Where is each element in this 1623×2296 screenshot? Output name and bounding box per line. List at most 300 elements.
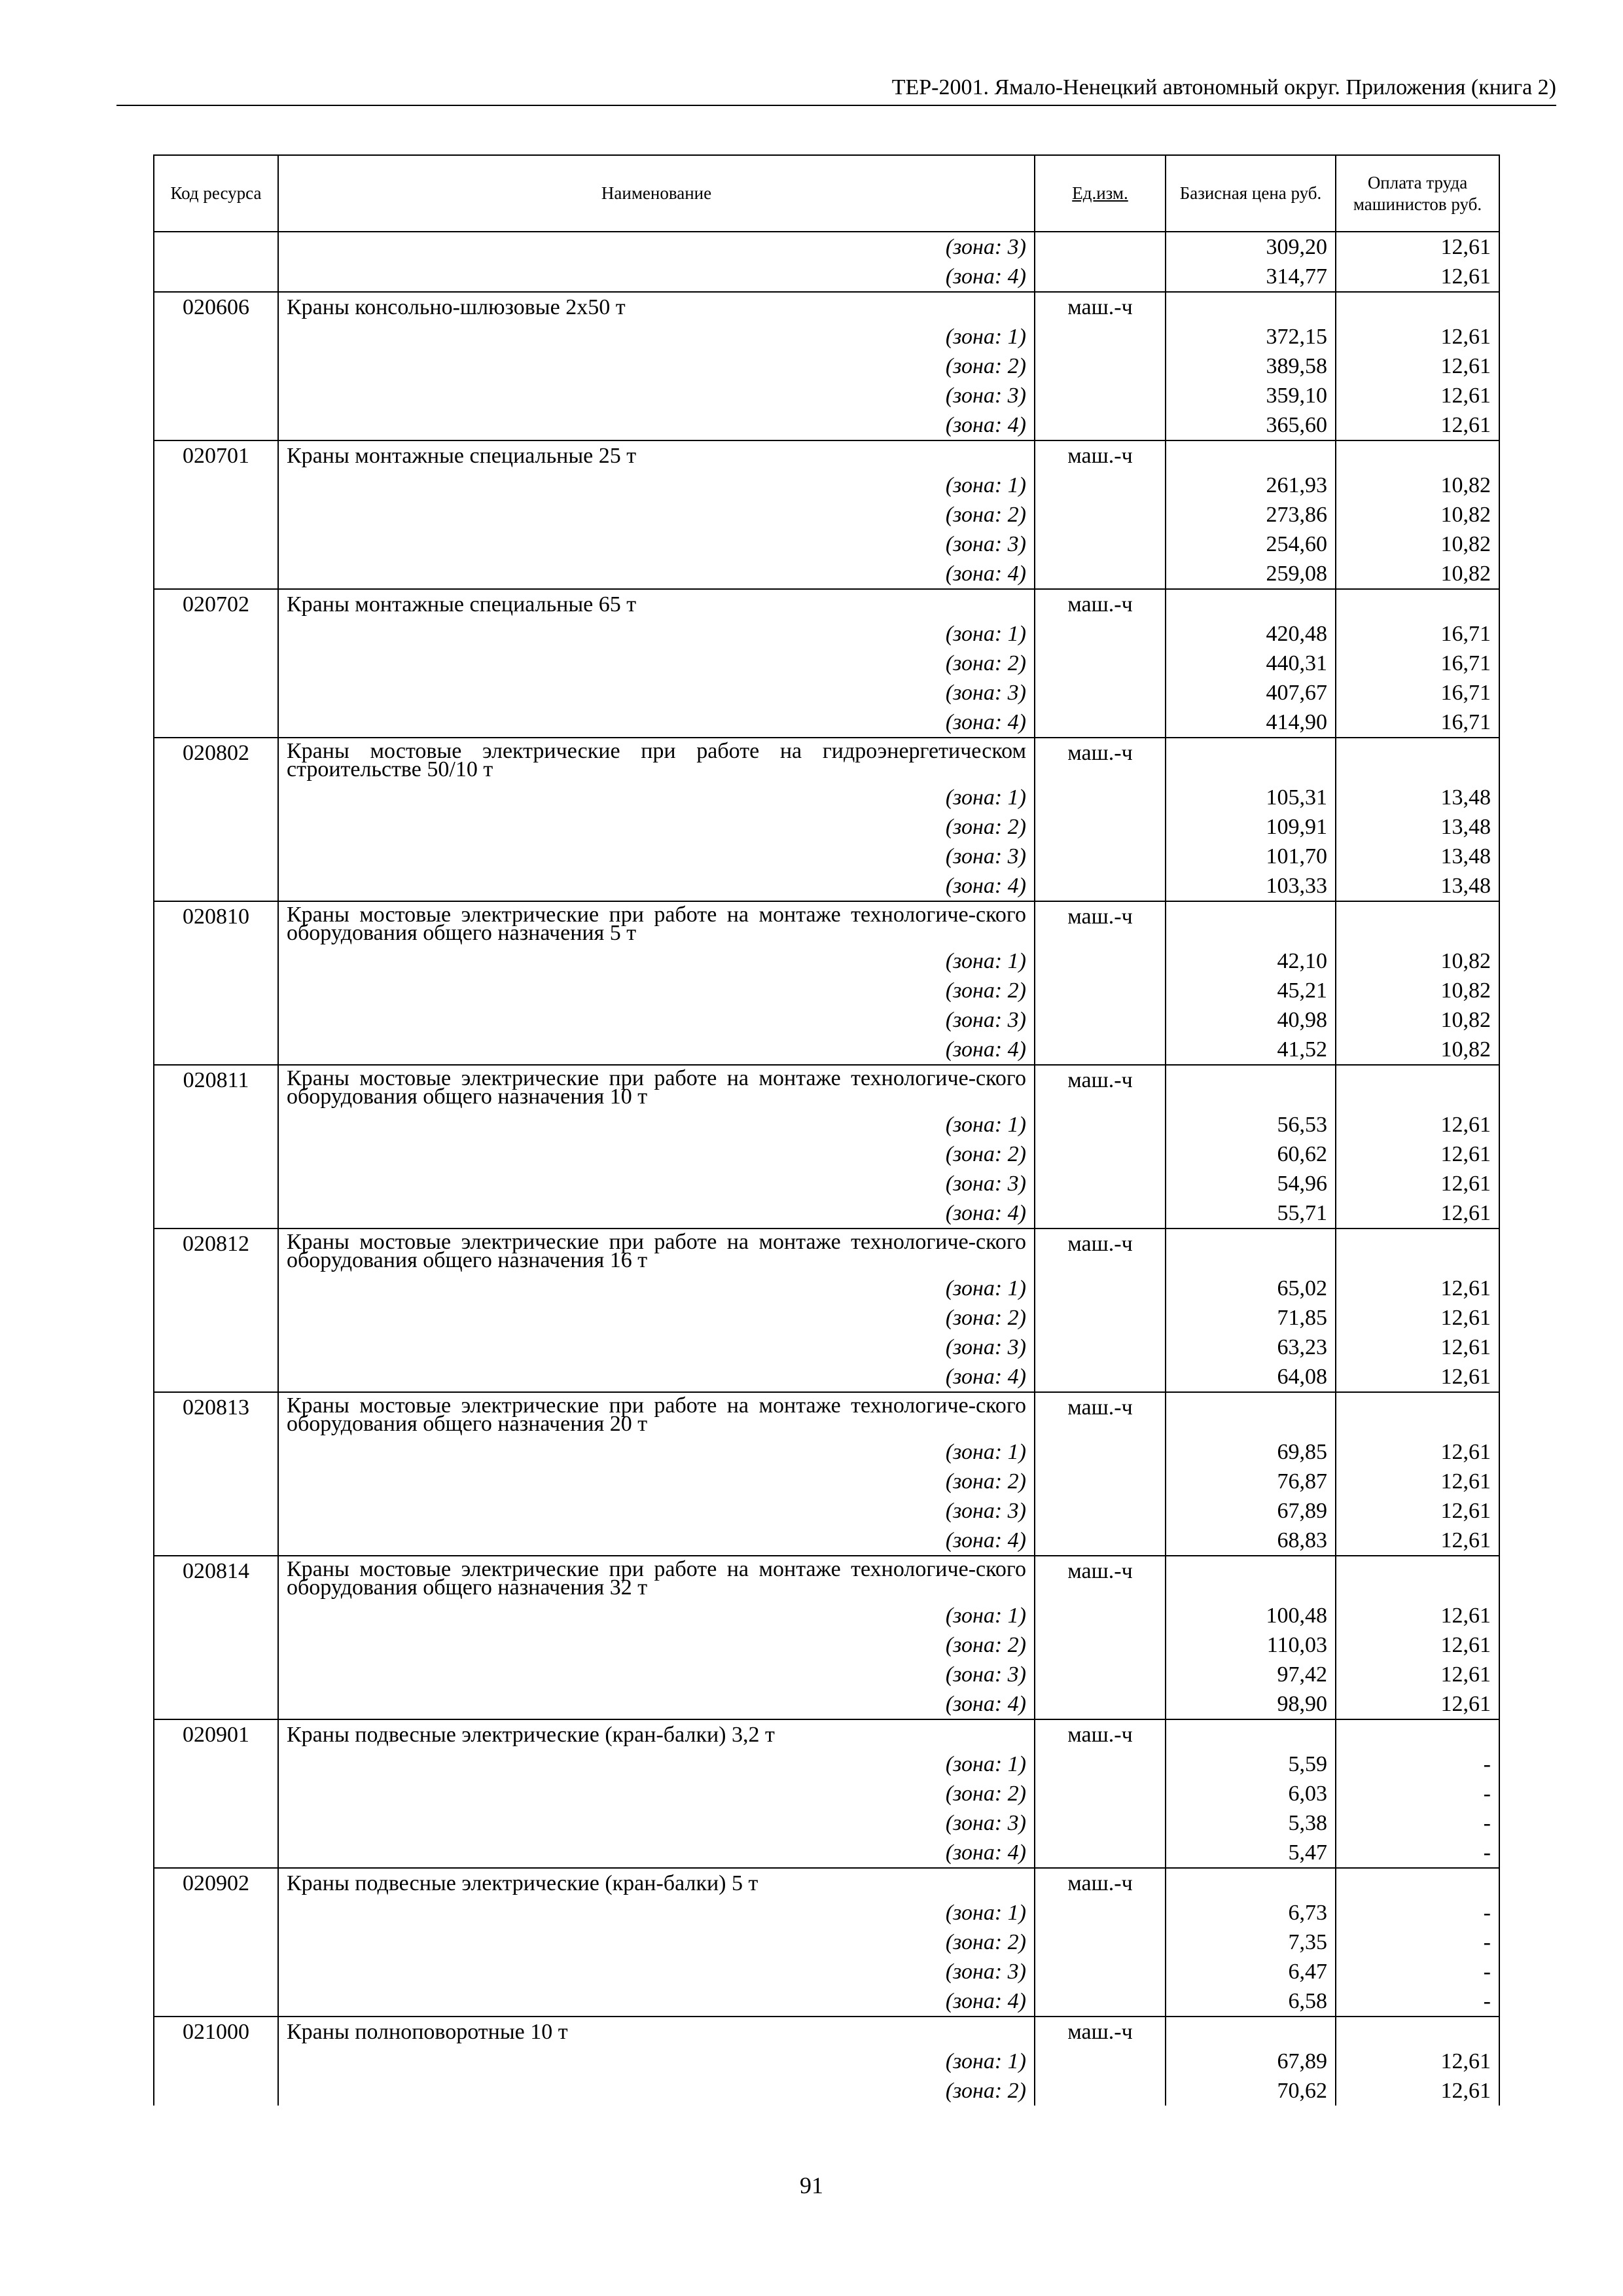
column-header-code: Код ресурса xyxy=(154,155,278,232)
zone-machinist-pay: - xyxy=(1336,1957,1499,1986)
zone-unit-empty xyxy=(1035,1110,1166,1139)
zone-code-empty xyxy=(154,976,278,1005)
zone-unit-empty xyxy=(1035,1689,1166,1719)
zone-label: (зона: 1) xyxy=(278,946,1035,976)
zone-label: (зона: 2) xyxy=(278,1779,1035,1808)
zone-row xyxy=(154,1362,1499,1392)
zone-row xyxy=(154,232,1499,262)
resource-code: 020902 xyxy=(154,1868,278,1898)
zone-label: (зона: 3) xyxy=(278,1496,1035,1526)
resource-price-empty xyxy=(1166,1229,1336,1274)
resource-pay-empty xyxy=(1336,1556,1499,1601)
zone-label: (зона: 3) xyxy=(278,1808,1035,1838)
resource-unit: маш.-ч xyxy=(1035,589,1166,619)
zone-label: (зона: 3) xyxy=(278,678,1035,708)
zone-row xyxy=(154,871,1499,901)
zone-unit-empty xyxy=(1035,471,1166,500)
zone-price: 6,47 xyxy=(1166,1957,1336,1986)
resource-unit: маш.-ч xyxy=(1035,1719,1166,1749)
zone-row xyxy=(154,1957,1499,1986)
zone-code-empty xyxy=(154,1005,278,1035)
zone-machinist-pay: 12,61 xyxy=(1336,232,1499,262)
zone-row xyxy=(154,381,1499,410)
header-rule xyxy=(116,105,1556,106)
resource-pay-empty xyxy=(1336,440,1499,471)
zone-code-empty xyxy=(154,351,278,381)
zone-unit-empty xyxy=(1035,1496,1166,1526)
zone-machinist-pay: 12,61 xyxy=(1336,1139,1499,1169)
zone-unit-empty xyxy=(1035,2047,1166,2076)
zone-machinist-pay: 16,71 xyxy=(1336,708,1499,738)
resource-name: Краны монтажные специальные 65 т xyxy=(278,589,1035,619)
resource-name: Краны мостовые электрические при работе на монтаже технологиче-ского оборудования общего назначения 20 т xyxy=(278,1392,1035,1437)
zone-code-empty xyxy=(154,381,278,410)
zone-row xyxy=(154,649,1499,678)
zone-row xyxy=(154,1139,1499,1169)
zone-row xyxy=(154,471,1499,500)
zone-code-empty xyxy=(154,1169,278,1198)
zone-machinist-pay: 12,61 xyxy=(1336,1333,1499,1362)
zone-label: (зона: 2) xyxy=(278,500,1035,529)
zone-code-empty xyxy=(154,1957,278,1986)
zone-price: 40,98 xyxy=(1166,1005,1336,1035)
zone-label: (зона: 3) xyxy=(278,1005,1035,1035)
zone-price: 5,59 xyxy=(1166,1749,1336,1779)
zone-row xyxy=(154,529,1499,559)
resource-name: Краны мостовые электрические при работе на монтаже технологиче-ского оборудования общего назначения 32 т xyxy=(278,1556,1035,1601)
zone-machinist-pay: 12,61 xyxy=(1336,1169,1499,1198)
zone-label: (зона: 4) xyxy=(278,410,1035,440)
zone-code-empty xyxy=(154,1689,278,1719)
zone-unit-empty xyxy=(1035,871,1166,901)
zone-code-empty xyxy=(154,1630,278,1660)
zone-code-empty xyxy=(154,1986,278,2017)
zone-row xyxy=(154,1035,1499,1065)
zone-row xyxy=(154,1898,1499,1928)
zone-machinist-pay: 13,48 xyxy=(1336,783,1499,812)
zone-row xyxy=(154,262,1499,292)
zone-price: 440,31 xyxy=(1166,649,1336,678)
zone-code-empty xyxy=(154,1139,278,1169)
zone-machinist-pay: 12,61 xyxy=(1336,1601,1499,1630)
zone-price: 261,93 xyxy=(1166,471,1336,500)
zone-machinist-pay: 12,61 xyxy=(1336,2047,1499,2076)
zone-machinist-pay: 10,82 xyxy=(1336,976,1499,1005)
zone-row xyxy=(154,1660,1499,1689)
resource-pay-empty xyxy=(1336,1229,1499,1274)
zone-machinist-pay: 12,61 xyxy=(1336,1274,1499,1303)
zone-unit-empty xyxy=(1035,1303,1166,1333)
zone-unit-empty xyxy=(1035,619,1166,649)
resource-name: Краны мостовые электрические при работе на монтаже технологиче-ского оборудования общего назначения 16 т xyxy=(278,1229,1035,1274)
zone-label: (зона: 4) xyxy=(278,559,1035,589)
zone-label: (зона: 2) xyxy=(278,2076,1035,2106)
resource-pay-empty xyxy=(1336,901,1499,946)
zone-unit-empty xyxy=(1035,812,1166,842)
zone-machinist-pay: 12,61 xyxy=(1336,1110,1499,1139)
resource-code: 020606 xyxy=(154,292,278,322)
zone-price: 6,03 xyxy=(1166,1779,1336,1808)
zone-label: (зона: 1) xyxy=(278,1274,1035,1303)
zone-unit-empty xyxy=(1035,678,1166,708)
zone-unit-empty xyxy=(1035,500,1166,529)
zone-machinist-pay: - xyxy=(1336,1808,1499,1838)
zone-row xyxy=(154,1437,1499,1467)
zone-label: (зона: 4) xyxy=(278,1526,1035,1556)
zone-machinist-pay: 12,61 xyxy=(1336,322,1499,351)
resource-row xyxy=(154,1868,1499,1898)
zone-unit-empty xyxy=(1035,976,1166,1005)
zone-unit-empty xyxy=(1035,1928,1166,1957)
zone-row xyxy=(154,1169,1499,1198)
zone-row xyxy=(154,678,1499,708)
resource-price-empty xyxy=(1166,292,1336,322)
zone-machinist-pay: 10,82 xyxy=(1336,946,1499,976)
resource-code: 020702 xyxy=(154,589,278,619)
resource-row xyxy=(154,1556,1499,1601)
column-header-price: Базисная цена руб. xyxy=(1166,155,1336,232)
zone-code-empty xyxy=(154,1660,278,1689)
zone-unit-empty xyxy=(1035,1467,1166,1496)
zone-row xyxy=(154,1928,1499,1957)
zone-price: 5,47 xyxy=(1166,1838,1336,1868)
zone-unit-empty xyxy=(1035,1362,1166,1392)
zone-unit-empty xyxy=(1035,708,1166,738)
zone-row xyxy=(154,946,1499,976)
resource-pay-empty xyxy=(1336,292,1499,322)
zone-unit-empty xyxy=(1035,1198,1166,1229)
zone-label: (зона: 2) xyxy=(278,1139,1035,1169)
zone-unit-empty xyxy=(1035,1005,1166,1035)
zone-unit-empty xyxy=(1035,1437,1166,1467)
zone-price: 100,48 xyxy=(1166,1601,1336,1630)
zone-unit-empty xyxy=(1035,946,1166,976)
zone-label: (зона: 1) xyxy=(278,1601,1035,1630)
zone-code-empty xyxy=(154,1110,278,1139)
zone-row xyxy=(154,1779,1499,1808)
zone-machinist-pay: 12,61 xyxy=(1336,1689,1499,1719)
zone-price: 42,10 xyxy=(1166,946,1336,976)
zone-price: 45,21 xyxy=(1166,976,1336,1005)
zone-code-empty xyxy=(154,1198,278,1229)
zone-unit-empty xyxy=(1035,1779,1166,1808)
zone-code-empty xyxy=(154,1437,278,1467)
zone-row xyxy=(154,1689,1499,1719)
zone-code-empty xyxy=(154,2047,278,2076)
zone-unit-empty xyxy=(1035,842,1166,871)
zone-price: 6,58 xyxy=(1166,1986,1336,2017)
zone-price: 105,31 xyxy=(1166,783,1336,812)
zone-code-empty xyxy=(154,1035,278,1065)
zone-code-empty xyxy=(154,471,278,500)
resource-unit: маш.-ч xyxy=(1035,2017,1166,2047)
resource-price-empty xyxy=(1166,440,1336,471)
resource-row xyxy=(154,1229,1499,1274)
zone-code-empty xyxy=(154,1838,278,1868)
zone-label: (зона: 4) xyxy=(278,1838,1035,1868)
resource-name: Краны мостовые электрические при работе на гидроэнергетическом строительстве 50/10 т xyxy=(278,738,1035,783)
zone-price: 5,38 xyxy=(1166,1808,1336,1838)
zone-row xyxy=(154,1749,1499,1779)
zone-machinist-pay: - xyxy=(1336,1838,1499,1868)
zone-row xyxy=(154,1303,1499,1333)
zone-code-empty xyxy=(154,410,278,440)
zone-price: 414,90 xyxy=(1166,708,1336,738)
zone-machinist-pay: 10,82 xyxy=(1336,1035,1499,1065)
zone-price: 372,15 xyxy=(1166,322,1336,351)
zone-unit-empty xyxy=(1035,559,1166,589)
resource-name: Краны мостовые электрические при работе на монтаже технологиче-ского оборудования общего назначения 10 т xyxy=(278,1065,1035,1110)
resource-code: 020810 xyxy=(154,901,278,946)
page-number: 91 xyxy=(800,2172,823,2198)
zone-price: 97,42 xyxy=(1166,1660,1336,1689)
zone-row xyxy=(154,1005,1499,1035)
zone-price: 359,10 xyxy=(1166,381,1336,410)
zone-price: 70,62 xyxy=(1166,2076,1336,2106)
zone-row xyxy=(154,410,1499,440)
zone-price: 254,60 xyxy=(1166,529,1336,559)
zone-code-empty xyxy=(154,1601,278,1630)
zone-code-empty xyxy=(154,783,278,812)
zone-row xyxy=(154,559,1499,589)
table-header-row xyxy=(154,155,1499,232)
resource-price-empty xyxy=(1166,1868,1336,1898)
zone-unit-empty xyxy=(1035,1898,1166,1928)
zone-row xyxy=(154,783,1499,812)
zone-machinist-pay: 10,82 xyxy=(1336,1005,1499,1035)
resource-name: Краны мостовые электрические при работе на монтаже технологиче-ского оборудования общего назначения 5 т xyxy=(278,901,1035,946)
zone-row xyxy=(154,842,1499,871)
zone-price: 41,52 xyxy=(1166,1035,1336,1065)
zone-unit-empty xyxy=(1035,649,1166,678)
zone-price: 6,73 xyxy=(1166,1898,1336,1928)
zone-label: (зона: 1) xyxy=(278,1437,1035,1467)
zone-price: 420,48 xyxy=(1166,619,1336,649)
zone-machinist-pay: 12,61 xyxy=(1336,351,1499,381)
zone-label: (зона: 3) xyxy=(278,529,1035,559)
resource-name: Краны подвесные электрические (кран-балки) 5 т xyxy=(278,1868,1035,1898)
zone-code-empty xyxy=(154,1496,278,1526)
zone-label: (зона: 1) xyxy=(278,1749,1035,1779)
zone-code-empty xyxy=(154,1303,278,1333)
zone-label: (зона: 1) xyxy=(278,2047,1035,2076)
zone-machinist-pay: 12,61 xyxy=(1336,1362,1499,1392)
zone-row xyxy=(154,2076,1499,2106)
resource-unit: маш.-ч xyxy=(1035,1868,1166,1898)
zone-unit-empty xyxy=(1035,1333,1166,1362)
zone-unit-empty xyxy=(1035,1274,1166,1303)
running-header: ТЕР-2001. Ямало-Ненецкий автономный округ. Приложения (книга 2) xyxy=(891,75,1556,99)
zone-label: (зона: 2) xyxy=(278,1630,1035,1660)
resource-name: Краны консольно-шлюзовые 2х50 т xyxy=(278,292,1035,322)
zone-code-empty xyxy=(154,322,278,351)
zone-price: 68,83 xyxy=(1166,1526,1336,1556)
zone-code-empty xyxy=(154,946,278,976)
column-header-pay: Оплата труда машинистов руб. xyxy=(1336,155,1499,232)
zone-unit-empty xyxy=(1035,232,1166,262)
zone-code-empty xyxy=(154,678,278,708)
zone-machinist-pay: 13,48 xyxy=(1336,812,1499,842)
zone-price: 407,67 xyxy=(1166,678,1336,708)
resource-price-empty xyxy=(1166,1719,1336,1749)
resource-pay-empty xyxy=(1336,1392,1499,1437)
resource-name: Краны монтажные специальные 25 т xyxy=(278,440,1035,471)
resource-row xyxy=(154,901,1499,946)
resource-name: Краны подвесные электрические (кран-балки) 3,2 т xyxy=(278,1719,1035,1749)
zone-row xyxy=(154,322,1499,351)
zone-machinist-pay: 12,61 xyxy=(1336,1198,1499,1229)
zone-row xyxy=(154,1467,1499,1496)
zone-code-empty xyxy=(154,1928,278,1957)
zone-code-empty xyxy=(154,1526,278,1556)
resource-row xyxy=(154,2017,1499,2047)
zone-machinist-pay: 12,61 xyxy=(1336,1496,1499,1526)
zone-unit-empty xyxy=(1035,1749,1166,1779)
zone-code-empty xyxy=(154,812,278,842)
zone-unit-empty xyxy=(1035,1035,1166,1065)
zone-price: 7,35 xyxy=(1166,1928,1336,1957)
zone-price: 71,85 xyxy=(1166,1303,1336,1333)
zone-row xyxy=(154,1838,1499,1868)
zone-label: (зона: 4) xyxy=(278,1986,1035,2017)
resource-pay-empty xyxy=(1336,1868,1499,1898)
resource-pay-empty xyxy=(1336,1065,1499,1110)
zone-label: (зона: 1) xyxy=(278,1898,1035,1928)
zone-row xyxy=(154,1333,1499,1362)
zone-machinist-pay: 12,61 xyxy=(1336,262,1499,292)
zone-code-empty xyxy=(154,619,278,649)
zone-machinist-pay: - xyxy=(1336,1986,1499,2017)
zone-row xyxy=(154,1496,1499,1526)
zone-machinist-pay: 12,61 xyxy=(1336,381,1499,410)
zone-code-empty xyxy=(154,649,278,678)
zone-price: 309,20 xyxy=(1166,232,1336,262)
resource-row xyxy=(154,440,1499,471)
zone-price: 259,08 xyxy=(1166,559,1336,589)
zone-machinist-pay: 10,82 xyxy=(1336,559,1499,589)
zone-price: 55,71 xyxy=(1166,1198,1336,1229)
zone-unit-empty xyxy=(1035,1601,1166,1630)
zone-code-empty xyxy=(154,842,278,871)
zone-row xyxy=(154,1808,1499,1838)
zone-code-empty xyxy=(154,232,278,262)
zone-machinist-pay: - xyxy=(1336,1749,1499,1779)
zone-unit-empty xyxy=(1035,381,1166,410)
zone-price: 314,77 xyxy=(1166,262,1336,292)
zone-price: 103,33 xyxy=(1166,871,1336,901)
zone-label: (зона: 4) xyxy=(278,1362,1035,1392)
zone-label: (зона: 4) xyxy=(278,871,1035,901)
zone-label: (зона: 3) xyxy=(278,842,1035,871)
zone-label: (зона: 3) xyxy=(278,1660,1035,1689)
zone-machinist-pay: 12,61 xyxy=(1336,1437,1499,1467)
zone-row xyxy=(154,1601,1499,1630)
zone-machinist-pay: 10,82 xyxy=(1336,471,1499,500)
zone-label: (зона: 1) xyxy=(278,783,1035,812)
zone-price: 67,89 xyxy=(1166,2047,1336,2076)
resource-price-empty xyxy=(1166,901,1336,946)
resource-pay-empty xyxy=(1336,589,1499,619)
zone-price: 273,86 xyxy=(1166,500,1336,529)
zone-label: (зона: 3) xyxy=(278,1957,1035,1986)
resource-code: 020701 xyxy=(154,440,278,471)
zone-unit-empty xyxy=(1035,1169,1166,1198)
zone-row xyxy=(154,500,1499,529)
zone-row xyxy=(154,1274,1499,1303)
column-header-unit-label: Ед.изм. xyxy=(1072,183,1128,203)
zone-row xyxy=(154,2047,1499,2076)
zone-row xyxy=(154,351,1499,381)
zone-label: (зона: 1) xyxy=(278,322,1035,351)
zone-machinist-pay: 12,61 xyxy=(1336,1467,1499,1496)
zone-machinist-pay: 10,82 xyxy=(1336,529,1499,559)
resource-unit: маш.-ч xyxy=(1035,1392,1166,1437)
zone-machinist-pay: 12,61 xyxy=(1336,1303,1499,1333)
zone-machinist-pay: 12,61 xyxy=(1336,1526,1499,1556)
column-header-name: Наименование xyxy=(278,155,1035,232)
zone-price: 98,90 xyxy=(1166,1689,1336,1719)
resource-code: 020901 xyxy=(154,1719,278,1749)
zone-machinist-pay: - xyxy=(1336,1898,1499,1928)
resource-row xyxy=(154,1719,1499,1749)
zone-code-empty xyxy=(154,1333,278,1362)
zone-code-empty xyxy=(154,500,278,529)
zone-unit-empty xyxy=(1035,262,1166,292)
zone-machinist-pay: - xyxy=(1336,1928,1499,1957)
zone-row xyxy=(154,1110,1499,1139)
resource-pay-empty xyxy=(1336,738,1499,783)
zone-label: (зона: 2) xyxy=(278,649,1035,678)
zone-price: 101,70 xyxy=(1166,842,1336,871)
zone-code-empty xyxy=(154,1808,278,1838)
zone-unit-empty xyxy=(1035,1526,1166,1556)
zone-code-empty xyxy=(154,1467,278,1496)
zone-machinist-pay: 16,71 xyxy=(1336,619,1499,649)
zone-machinist-pay: - xyxy=(1336,1779,1499,1808)
zone-unit-empty xyxy=(1035,1630,1166,1660)
zone-code-empty xyxy=(154,262,278,292)
zone-label: (зона: 4) xyxy=(278,1689,1035,1719)
resource-code: 020812 xyxy=(154,1229,278,1274)
resource-price-empty xyxy=(1166,738,1336,783)
resource-name: Краны полноповоротные 10 т xyxy=(278,2017,1035,2047)
resource-price-empty xyxy=(1166,1556,1336,1601)
zone-unit-empty xyxy=(1035,351,1166,381)
zone-unit-empty xyxy=(1035,1986,1166,2017)
zone-unit-empty xyxy=(1035,322,1166,351)
resource-price-empty xyxy=(1166,2017,1336,2047)
resource-code: 020813 xyxy=(154,1392,278,1437)
zone-label: (зона: 3) xyxy=(278,232,1035,262)
zone-label: (зона: 4) xyxy=(278,262,1035,292)
resource-unit: маш.-ч xyxy=(1035,1065,1166,1110)
zone-unit-empty xyxy=(1035,783,1166,812)
zone-label: (зона: 2) xyxy=(278,976,1035,1005)
zone-price: 64,08 xyxy=(1166,1362,1336,1392)
zone-unit-empty xyxy=(1035,410,1166,440)
zone-label: (зона: 2) xyxy=(278,812,1035,842)
zone-label: (зона: 3) xyxy=(278,1169,1035,1198)
zone-unit-empty xyxy=(1035,1838,1166,1868)
zone-machinist-pay: 13,48 xyxy=(1336,871,1499,901)
zone-row xyxy=(154,708,1499,738)
zone-price: 365,60 xyxy=(1166,410,1336,440)
zone-price: 54,96 xyxy=(1166,1169,1336,1198)
resource-unit: маш.-ч xyxy=(1035,1229,1166,1274)
zone-unit-empty xyxy=(1035,1808,1166,1838)
resource-code: 020802 xyxy=(154,738,278,783)
zone-row xyxy=(154,812,1499,842)
